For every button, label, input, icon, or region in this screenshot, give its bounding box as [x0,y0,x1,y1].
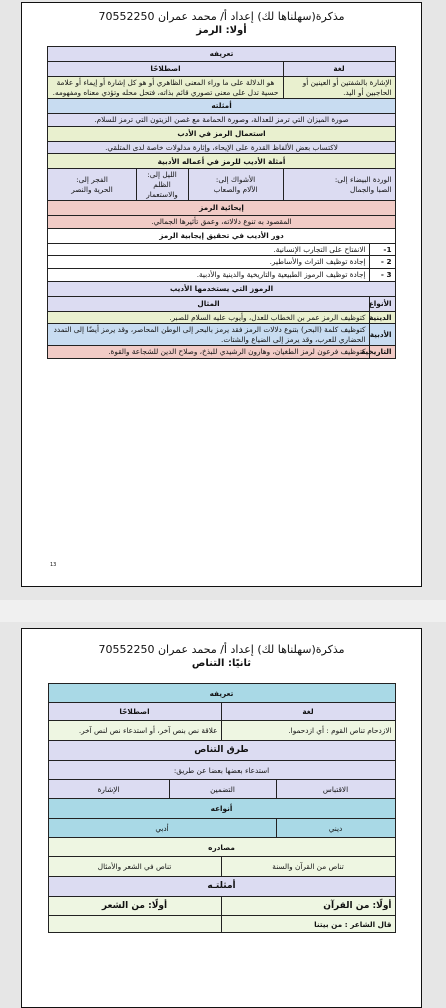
symbol-type: الدينية [369,311,395,324]
role-number: 1- [369,243,395,256]
method-item: التضمين [169,780,276,799]
kind-item: ديني [276,819,395,838]
from-poetry: أولًا: من الشعر [48,897,221,916]
symbol-table [47,46,395,359]
section-title: ثانيًا: التناص [191,658,252,669]
source-item: تناص في الشعر والأمثال [48,857,221,877]
lang-definition: الإشارة بالشفتين أو العينين أو الحاجبين أو اليد. [283,77,395,99]
lang-definition: الازدحام تناص القوم : أي ازدحموا. [221,721,395,741]
page-header: مذكرة(سهلناها لك) إعداد أ/ محمد عمران 70552250 [98,643,345,656]
sources-title: مصادره [48,838,395,857]
examples-title: أمثلته [48,99,395,114]
suggestiveness-title: إيحائية الرمز [48,201,395,216]
methods-title: طرق التناص [48,741,395,761]
usage-text: لاكتساب بعض الألفاظ القدرة على الإيحاء، وإثارة مدلولات خاصة لدى المتلقي. [48,141,395,154]
intertext-table [48,683,396,933]
example-heading: المثال [48,296,369,311]
term-heading: اصطلاحًا [48,703,221,721]
role-number: 2 - [369,256,395,269]
role-item: إجادة توظيف التراث والأساطير. [48,256,369,269]
symbol-example: كتوظيف كلمة (البحر) بتنوع دلالات الرمز فقد يرمز بالبحر إلى الوطن المحاصر، وقد يرمز أيضًا إلى التمدد الحضاري للعرب، وقد يرمز إلى الضياع والشتات. [48,324,369,346]
examples-text: صورة الميزان التي ترمز للعدالة، وصورة الحمامة مع غصن الزيتون التي ترمز للسلام. [48,114,395,127]
section-title: أولا: الرمز [196,25,247,36]
symbol-example: كتوظيف الرمز عمر بن الخطاب للعدل، وأيوب عليه السلام للصبر. [48,311,369,324]
role-number: 3 - [369,268,395,281]
empty-cell [48,916,221,933]
symbol-types-title: الرموز التي يستخدمها الأديب [48,281,395,296]
method-item: الاقتباس [276,780,395,799]
lang-heading: لغة [221,703,395,721]
lang-heading: لغة [283,62,395,77]
term-definition: هو الدلالة على ما وراء المعنى الظاهري أو هو كل إشارة أو إيماء أو علامة حسية تدل على معنى تصوري قائم بذاته، فتحل محله وتؤدي معناه ومفهومه. [48,77,283,99]
source-item: تناص من القرآن والسنة [221,857,395,877]
suggestiveness-text: المقصود به تنوع دلالاته، وعمق تأثيرها الجمالي. [48,216,395,229]
types-heading: الأنواع [369,296,395,311]
symbol-type: التاريخية [369,346,395,359]
role-item: الانفتاح على التجارب الإنسانية. [48,243,369,256]
symbol-example: كتوظيف فرعون لرمز الطغيان، وهارون الرشيدي للبذخ، وصلاح الدين للشجاعة والقوة. [48,346,369,359]
from-quran: أولًا: من القرآن [221,897,395,916]
writer-example-4: الفجر إلى: الحرية والنصر [48,169,136,201]
term-definition: علاقة نص بنص آخر، أو استدعاء نص لنص آخر. [48,721,221,741]
term-heading: اصطلاحًا [48,62,283,77]
role-item: إجادة توظيف الرموز الطبيعية والتاريخية والدينية والأدبية. [48,268,369,281]
page-number: 13 [50,562,57,568]
usage-title: استعمال الرمز في الأدب [48,126,395,141]
page-header: مذكرة(سهلناها لك) إعداد أ/ محمد عمران 70552250 [98,10,345,23]
document-page-1 [21,2,422,587]
writer-examples-title: أمثلة الأديب للرمز في أعماله الأدبية [48,154,395,169]
definition-title: تعريفه [48,684,395,703]
poet-line: قال الشاعر : من بيتنا [221,916,395,933]
definition-title: تعريفه [48,47,395,62]
examples-title: أمثلتـه [48,877,395,897]
writer-example-1: الوردة البيضاء إلى: الصبا والجمال [283,169,395,201]
methods-intro: استدعاء بعضها بعضا عن طريق: [48,761,395,780]
symbol-type: الأدبية [369,324,395,346]
page-gap [0,600,446,622]
writer-role-title: دور الأديب في تحقيق إيجابية الرمز [48,228,395,243]
method-item: الإشارة [48,780,169,799]
writer-example-2: الأشواك إلى: الآلام والصعاب [188,169,283,201]
kind-item: أدبي [48,819,276,838]
writer-example-3: الليل إلى: الظلم والاستعمار [136,169,188,201]
kinds-title: أنواعه [48,799,395,819]
document-page-2 [21,628,422,1008]
